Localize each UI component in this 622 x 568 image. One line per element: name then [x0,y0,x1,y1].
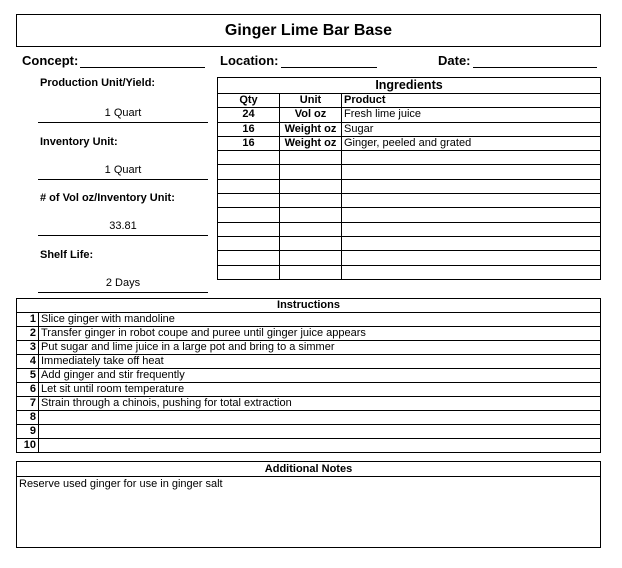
ingredient-product [342,251,601,265]
volperunit-value: 33.81 [38,220,208,236]
ingredient-product: Ginger, peeled and grated [342,136,601,150]
step-text [39,425,601,439]
ingredient-product [342,236,601,250]
instruction-row [17,425,601,439]
ingredient-unit [280,222,342,236]
instruction-row [17,313,601,327]
ingredient-product [342,265,601,279]
additional-notes [16,461,601,548]
instruction-row [17,327,601,341]
ingredient-product [342,222,601,236]
notes-body: Reserve used ginger for use in ginger salt [19,478,223,490]
instructions-table [16,298,601,453]
step-number: 2 [17,327,39,341]
step-text [39,439,601,453]
ingredients-table [217,77,601,280]
ingredient-row [218,208,601,222]
production-label: Production Unit/Yield: [40,77,156,89]
ingredient-unit [280,151,342,165]
ingredient-qty: 16 [218,136,280,150]
instruction-row [17,341,601,355]
volperunit-label: # of Vol oz/Inventory Unit: [40,192,175,204]
step-number: 9 [17,425,39,439]
ingredient-row [218,222,601,236]
ingredient-qty [218,194,280,208]
notes-title: Additional Notes [17,462,600,477]
production-value: 1 Quart [38,107,208,123]
step-number: 10 [17,439,39,453]
ingredient-unit: Weight oz [280,136,342,150]
ingredient-row [218,265,601,279]
ingredient-qty [218,222,280,236]
ingredient-qty: 24 [218,108,280,122]
location-label: Location: [220,53,279,68]
ingredient-row [218,236,601,250]
shelf-life-value: 2 Days [38,277,208,293]
ingredient-qty [218,179,280,193]
ingredient-unit: Weight oz [280,122,342,136]
step-number: 6 [17,383,39,397]
date-label: Date: [438,53,471,68]
concept-input-line[interactable] [80,53,205,68]
ingredient-product [342,179,601,193]
concept-field[interactable] [22,53,205,68]
ingredient-qty [218,208,280,222]
step-number: 5 [17,369,39,383]
inventory-value: 1 Quart [38,164,208,180]
step-text: Strain through a chinois, pushing for total extraction [39,397,601,411]
recipe-title: Ginger Lime Bar Base [16,14,601,47]
ingredient-unit [280,165,342,179]
ingredients-header-row [218,94,601,108]
ingredient-unit [280,179,342,193]
step-text: Slice ginger with mandoline [39,313,601,327]
ingredient-row [218,165,601,179]
instruction-row [17,355,601,369]
ingredient-row [218,194,601,208]
instruction-row [17,397,601,411]
ingredient-unit [280,236,342,250]
ingredient-row [218,136,601,150]
ingredient-qty [218,236,280,250]
product-header: Product [342,94,601,108]
ingredient-row [218,122,601,136]
step-text [39,411,601,425]
ingredient-unit: Vol oz [280,108,342,122]
ingredient-qty [218,251,280,265]
ingredient-product [342,151,601,165]
ingredient-unit [280,194,342,208]
qty-header: Qty [218,94,280,108]
ingredient-unit [280,208,342,222]
step-text: Transfer ginger in robot coupe and puree until ginger juice appears [39,327,601,341]
date-field[interactable] [438,53,597,68]
ingredient-product [342,208,601,222]
ingredient-qty [218,165,280,179]
ingredient-product: Fresh lime juice [342,108,601,122]
step-text: Put sugar and lime juice in a large pot and bring to a simmer [39,341,601,355]
ingredient-qty [218,265,280,279]
ingredients-title: Ingredients [218,78,601,94]
location-input-line[interactable] [281,53,377,68]
inventory-label: Inventory Unit: [40,136,118,148]
step-number: 8 [17,411,39,425]
instruction-row [17,411,601,425]
shelf-life-label: Shelf Life: [40,249,94,261]
ingredient-unit [280,265,342,279]
step-text: Add ginger and stir frequently [39,369,601,383]
location-field[interactable] [220,53,377,68]
step-text: Immediately take off heat [39,355,601,369]
step-number: 3 [17,341,39,355]
ingredient-row [218,108,601,122]
ingredient-product [342,194,601,208]
ingredient-qty: 16 [218,122,280,136]
date-input-line[interactable] [473,53,597,68]
instruction-row [17,369,601,383]
ingredient-product: Sugar [342,122,601,136]
step-number: 1 [17,313,39,327]
ingredient-product [342,165,601,179]
concept-label: Concept: [22,53,79,68]
ingredient-row [218,251,601,265]
step-number: 7 [17,397,39,411]
header-fields [0,53,622,71]
step-text: Let sit until room temperature [39,383,601,397]
ingredient-row [218,151,601,165]
instructions-title: Instructions [17,299,601,313]
instruction-row [17,439,601,453]
step-number: 4 [17,355,39,369]
instruction-row [17,383,601,397]
ingredient-row [218,179,601,193]
ingredient-qty [218,151,280,165]
ingredient-unit [280,251,342,265]
unit-header: Unit [280,94,342,108]
